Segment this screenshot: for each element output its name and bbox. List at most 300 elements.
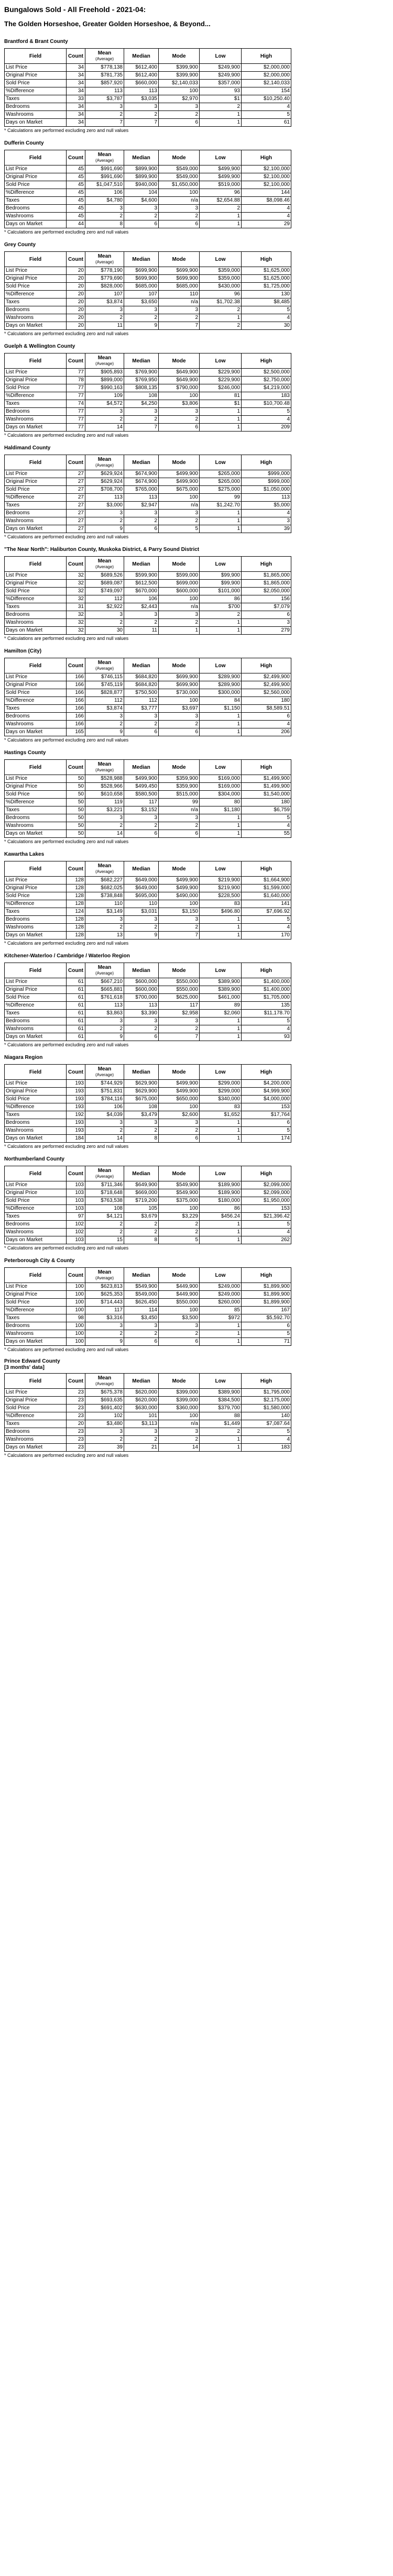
value-cell: $620,000: [124, 1397, 159, 1405]
value-cell: $612,400: [124, 72, 159, 80]
value-cell: 6: [124, 1033, 159, 1041]
value-cell: $1: [200, 400, 242, 408]
table-row: [5, 392, 291, 400]
column-header: High: [242, 557, 291, 572]
field-name-cell: Washrooms: [5, 1436, 67, 1444]
value-cell: 128: [67, 916, 85, 924]
value-cell: 3: [85, 1428, 124, 1436]
table-row: [5, 908, 291, 916]
value-cell: 1: [200, 814, 242, 822]
value-cell: 6: [124, 728, 159, 736]
value-cell: 44: [67, 220, 85, 228]
value-cell: $1,047,510: [85, 181, 124, 189]
region-section: [4, 137, 389, 236]
value-cell: 1: [200, 220, 242, 228]
value-cell: $1: [200, 95, 242, 103]
field-name-cell: Taxes: [5, 603, 67, 611]
table-row: [5, 1181, 291, 1189]
value-cell: $1,580,000: [242, 1405, 291, 1412]
table-row: [5, 384, 291, 392]
value-cell: 180: [242, 799, 291, 806]
value-cell: 105: [124, 1205, 159, 1213]
value-cell: 4: [242, 1025, 291, 1033]
column-header: Mode: [159, 963, 200, 978]
field-name-cell: Bedrooms: [5, 1322, 67, 1330]
stats-table: [4, 658, 291, 736]
table-row: [5, 697, 291, 705]
value-cell: $828,877: [85, 689, 124, 697]
value-cell: $360,000: [159, 1405, 200, 1412]
value-cell: 167: [242, 1307, 291, 1314]
value-cell: $260,000: [200, 1299, 242, 1307]
column-header: Count: [67, 49, 85, 64]
value-cell: 30: [85, 627, 124, 635]
value-cell: $612,500: [124, 580, 159, 588]
table-row: [5, 494, 291, 502]
region-section: [4, 1255, 389, 1353]
value-cell: $699,900: [124, 275, 159, 283]
value-cell: $499,450: [124, 783, 159, 791]
value-cell: $3,697: [159, 705, 200, 713]
table-row: [5, 400, 291, 408]
table-row: [5, 1236, 291, 1244]
region-section: [4, 1052, 389, 1150]
value-cell: 55: [242, 830, 291, 838]
value-cell: $940,000: [124, 181, 159, 189]
table-row: [5, 681, 291, 689]
field-name-cell: Original Price: [5, 1189, 67, 1197]
value-cell: 8: [85, 220, 124, 228]
value-cell: $620,000: [124, 1389, 159, 1397]
field-name-cell: Bedrooms: [5, 1428, 67, 1436]
value-cell: 2: [124, 1229, 159, 1236]
value-cell: 128: [67, 877, 85, 885]
value-cell: $430,000: [200, 283, 242, 291]
column-header: Mode: [159, 658, 200, 673]
value-cell: $711,346: [85, 1181, 124, 1189]
value-cell: 27: [67, 510, 85, 517]
value-cell: 83: [200, 1103, 242, 1111]
region-section: [4, 442, 389, 540]
field-name-cell: Bedrooms: [5, 1221, 67, 1229]
value-cell: $626,450: [124, 1299, 159, 1307]
value-cell: 3: [159, 916, 200, 924]
value-cell: 3: [159, 1018, 200, 1025]
table-row: [5, 1119, 291, 1127]
value-cell: 5: [242, 306, 291, 314]
value-cell: 106: [124, 595, 159, 603]
value-cell: 14: [159, 1444, 200, 1452]
table-row: [5, 673, 291, 681]
value-cell: n/a: [159, 197, 200, 205]
value-cell: 2: [85, 1330, 124, 1338]
column-header: Low: [200, 658, 242, 673]
field-name-cell: Bedrooms: [5, 306, 67, 314]
stats-table: [4, 455, 291, 533]
value-cell: $738,848: [85, 892, 124, 900]
value-cell: 98: [67, 1314, 85, 1322]
column-header: Mean (Average): [85, 1374, 124, 1389]
table-row: [5, 611, 291, 619]
value-cell: 6: [124, 1338, 159, 1346]
value-cell: $1,625,000: [242, 275, 291, 283]
column-header: Mean (Average): [85, 353, 124, 369]
value-cell: $515,000: [159, 791, 200, 799]
field-name-cell: %Difference: [5, 87, 67, 95]
value-cell: 100: [159, 697, 200, 705]
value-cell: 1: [200, 1221, 242, 1229]
footnote: * Calculations are performed excluding zero and null values: [4, 839, 129, 844]
value-cell: 100: [159, 189, 200, 197]
value-cell: 7: [159, 932, 200, 939]
value-cell: $2,099,000: [242, 1181, 291, 1189]
column-header: Count: [67, 1374, 85, 1389]
value-cell: $623,813: [85, 1283, 124, 1291]
value-cell: $4,039: [85, 1111, 124, 1119]
value-cell: $4,219,000: [242, 384, 291, 392]
value-cell: $700,000: [124, 994, 159, 1002]
table-row: [5, 799, 291, 806]
value-cell: 32: [67, 588, 85, 595]
field-name-cell: Original Price: [5, 72, 67, 80]
field-name-cell: Bedrooms: [5, 1018, 67, 1025]
value-cell: 1: [200, 728, 242, 736]
value-cell: $528,988: [85, 775, 124, 783]
footnote: * Calculations are performed excluding zero and null values: [4, 229, 129, 235]
value-cell: $682,025: [85, 885, 124, 892]
value-cell: 100: [67, 1307, 85, 1314]
value-cell: 6: [159, 220, 200, 228]
table-row: [5, 517, 291, 525]
value-cell: 32: [67, 572, 85, 580]
column-header: Mean (Average): [85, 455, 124, 470]
field-name-cell: Days on Market: [5, 627, 67, 635]
value-cell: 50: [67, 830, 85, 838]
column-header: Low: [200, 1268, 242, 1283]
value-cell: 183: [242, 1444, 291, 1452]
column-header: Field: [5, 353, 67, 369]
value-cell: 34: [67, 64, 85, 72]
column-header: High: [242, 49, 291, 64]
value-cell: $5,592.70: [242, 1314, 291, 1322]
value-cell: 166: [67, 713, 85, 721]
table-row: [5, 1444, 291, 1452]
field-name-cell: Days on Market: [5, 932, 67, 939]
field-name-cell: List Price: [5, 369, 67, 377]
column-header: Mode: [159, 353, 200, 369]
value-cell: 3: [85, 1322, 124, 1330]
value-cell: $21,396.42: [242, 1213, 291, 1221]
value-cell: 93: [200, 87, 242, 95]
value-cell: 3: [124, 510, 159, 517]
field-name-cell: %Difference: [5, 1307, 67, 1314]
region-section: [4, 1153, 389, 1252]
value-cell: 77: [67, 369, 85, 377]
value-cell: 50: [67, 822, 85, 830]
value-cell: 156: [242, 595, 291, 603]
value-cell: 128: [67, 932, 85, 939]
value-cell: 61: [67, 986, 85, 994]
value-cell: 2: [85, 1127, 124, 1135]
column-header: Mean (Average): [85, 150, 124, 165]
table-row: [5, 377, 291, 384]
value-cell: $629,924: [85, 470, 124, 478]
column-header: Low: [200, 861, 242, 877]
table-row: [5, 1010, 291, 1018]
value-cell: $8,098.46: [242, 197, 291, 205]
field-name-cell: Bedrooms: [5, 205, 67, 213]
value-cell: n/a: [159, 298, 200, 306]
region-section: [4, 36, 389, 134]
region-title: "The Near North": Haliburton County, Muskoka District, & Parry Sound District: [4, 547, 200, 552]
value-cell: $699,900: [159, 681, 200, 689]
value-cell: 45: [67, 165, 85, 173]
value-cell: $1,899,900: [242, 1291, 291, 1299]
value-cell: 103: [67, 1181, 85, 1189]
value-cell: 50: [67, 799, 85, 806]
field-name-cell: Bedrooms: [5, 713, 67, 721]
header-row: [5, 252, 291, 267]
value-cell: 165: [67, 728, 85, 736]
value-cell: $3,480: [85, 1420, 124, 1428]
value-cell: $693,635: [85, 1397, 124, 1405]
value-cell: $4,600: [124, 197, 159, 205]
value-cell: $3,863: [85, 1010, 124, 1018]
value-cell: 110: [159, 291, 200, 298]
value-cell: $3,113: [124, 1420, 159, 1428]
header-row: [5, 1065, 291, 1080]
column-header: Field: [5, 1374, 67, 1389]
value-cell: 262: [242, 1236, 291, 1244]
value-cell: 45: [67, 173, 85, 181]
value-cell: 4: [242, 416, 291, 424]
value-cell: 135: [242, 1002, 291, 1010]
value-cell: 5: [242, 814, 291, 822]
header-row: [5, 49, 291, 64]
value-cell: 192: [67, 1111, 85, 1119]
value-cell: 166: [67, 721, 85, 728]
value-cell: n/a: [159, 603, 200, 611]
field-name-cell: Taxes: [5, 1010, 67, 1018]
value-cell: 1: [200, 916, 242, 924]
field-name-cell: List Price: [5, 267, 67, 275]
value-cell: $765,000: [124, 486, 159, 494]
value-cell: 9: [124, 932, 159, 939]
field-name-cell: Bedrooms: [5, 103, 67, 111]
value-cell: 9: [85, 525, 124, 533]
value-cell: $499,900: [159, 478, 200, 486]
value-cell: 99: [159, 799, 200, 806]
value-cell: $691,402: [85, 1405, 124, 1412]
value-cell: $7,079: [242, 603, 291, 611]
value-cell: 4: [242, 213, 291, 220]
column-header: High: [242, 455, 291, 470]
value-cell: $2,140,033: [242, 80, 291, 87]
value-cell: $999,000: [242, 470, 291, 478]
column-header: Mode: [159, 1065, 200, 1080]
stats-table: [4, 556, 291, 635]
column-header: High: [242, 658, 291, 673]
value-cell: 1: [200, 924, 242, 932]
value-cell: 45: [67, 189, 85, 197]
value-cell: 61: [67, 994, 85, 1002]
value-cell: 23: [67, 1436, 85, 1444]
field-name-cell: %Difference: [5, 799, 67, 806]
value-cell: $781,735: [85, 72, 124, 80]
value-cell: 23: [67, 1444, 85, 1452]
column-header: Mean (Average): [85, 861, 124, 877]
value-cell: 113: [124, 87, 159, 95]
value-cell: 113: [85, 1002, 124, 1010]
value-cell: 29: [242, 220, 291, 228]
value-cell: 3: [159, 205, 200, 213]
value-cell: 3: [124, 1428, 159, 1436]
column-header: Field: [5, 557, 67, 572]
column-header: Field: [5, 963, 67, 978]
value-cell: $700: [200, 603, 242, 611]
value-cell: $499,900: [200, 165, 242, 173]
value-cell: $972: [200, 1314, 242, 1322]
table-row: [5, 322, 291, 330]
table-row: [5, 877, 291, 885]
column-header: High: [242, 1374, 291, 1389]
value-cell: 2: [85, 517, 124, 525]
value-cell: 20: [67, 322, 85, 330]
table-row: [5, 306, 291, 314]
table-row: [5, 525, 291, 533]
value-cell: $3,679: [124, 1213, 159, 1221]
value-cell: $744,929: [85, 1080, 124, 1088]
table-row: [5, 1213, 291, 1221]
field-name-cell: Washrooms: [5, 213, 67, 220]
table-row: [5, 814, 291, 822]
value-cell: 3: [85, 205, 124, 213]
value-cell: $1,652: [200, 1111, 242, 1119]
value-cell: 2: [159, 1127, 200, 1135]
field-name-cell: Sold Price: [5, 1299, 67, 1307]
column-header: Median: [124, 1268, 159, 1283]
value-cell: $665,881: [85, 986, 124, 994]
field-name-cell: %Difference: [5, 595, 67, 603]
column-header: Low: [200, 557, 242, 572]
region-section: [4, 1356, 389, 1459]
value-cell: $674,900: [124, 470, 159, 478]
region-section: [4, 747, 389, 845]
value-cell: $449,900: [159, 1291, 200, 1299]
value-cell: 6: [124, 525, 159, 533]
value-cell: 1: [200, 1444, 242, 1452]
value-cell: 1: [200, 619, 242, 627]
column-header: Count: [67, 658, 85, 673]
value-cell: 170: [242, 932, 291, 939]
value-cell: 20: [67, 1420, 85, 1428]
value-cell: 3: [124, 1018, 159, 1025]
field-name-cell: Taxes: [5, 705, 67, 713]
value-cell: 99: [200, 494, 242, 502]
value-cell: 106: [85, 189, 124, 197]
value-cell: 2: [200, 103, 242, 111]
table-row: [5, 994, 291, 1002]
value-cell: 1: [200, 525, 242, 533]
value-cell: 112: [124, 697, 159, 705]
value-cell: $229,900: [200, 377, 242, 384]
column-header: High: [242, 861, 291, 877]
field-name-cell: Days on Market: [5, 525, 67, 533]
value-cell: $600,000: [124, 986, 159, 994]
value-cell: $730,000: [159, 689, 200, 697]
value-cell: 5: [242, 1428, 291, 1436]
value-cell: $580,500: [124, 791, 159, 799]
table-row: [5, 408, 291, 416]
region-title: Brantford & Brant County: [4, 39, 68, 45]
value-cell: 2: [159, 1436, 200, 1444]
table-row: [5, 1283, 291, 1291]
table-row: [5, 1291, 291, 1299]
region-title: Kawartha Lakes: [4, 852, 45, 857]
value-cell: $499,900: [159, 1088, 200, 1096]
value-cell: 100: [67, 1338, 85, 1346]
column-header: Median: [124, 353, 159, 369]
value-cell: $1,625,000: [242, 267, 291, 275]
stats-table: [4, 963, 291, 1041]
value-cell: 85: [200, 1307, 242, 1314]
region-title: Kitchener-Waterloo / Cambridge / Waterloo Region: [4, 953, 130, 959]
value-cell: 11: [85, 322, 124, 330]
column-header: Count: [67, 455, 85, 470]
value-cell: $3,450: [124, 1314, 159, 1322]
value-cell: 113: [85, 494, 124, 502]
value-cell: $699,900: [159, 267, 200, 275]
value-cell: 83: [200, 900, 242, 908]
table-row: [5, 580, 291, 588]
value-cell: $2,100,000: [242, 181, 291, 189]
stats-table: [4, 1373, 291, 1452]
value-cell: 20: [67, 291, 85, 298]
value-cell: 1: [200, 314, 242, 322]
value-cell: 45: [67, 197, 85, 205]
field-name-cell: Taxes: [5, 908, 67, 916]
column-header: Low: [200, 455, 242, 470]
stats-table: [4, 353, 291, 432]
value-cell: $1,540,000: [242, 791, 291, 799]
value-cell: 3: [159, 611, 200, 619]
value-cell: $719,200: [124, 1197, 159, 1205]
table-row: [5, 416, 291, 424]
table-row: [5, 892, 291, 900]
field-name-cell: List Price: [5, 470, 67, 478]
value-cell: $629,924: [85, 478, 124, 486]
value-cell: 108: [124, 392, 159, 400]
value-cell: 119: [85, 799, 124, 806]
field-name-cell: Sold Price: [5, 588, 67, 595]
column-header: Count: [67, 963, 85, 978]
value-cell: 166: [67, 681, 85, 689]
table-row: [5, 885, 291, 892]
stats-table: [4, 150, 291, 228]
header-row: [5, 557, 291, 572]
value-cell: $2,175,000: [242, 1397, 291, 1405]
value-cell: 80: [200, 799, 242, 806]
value-cell: $769,950: [124, 377, 159, 384]
value-cell: 61: [67, 1033, 85, 1041]
table-row: [5, 627, 291, 635]
value-cell: 31: [67, 603, 85, 611]
table-row: [5, 1229, 291, 1236]
header-row: [5, 760, 291, 775]
value-cell: $359,900: [159, 775, 200, 783]
stats-table: [4, 1267, 291, 1346]
column-header: Mode: [159, 861, 200, 877]
